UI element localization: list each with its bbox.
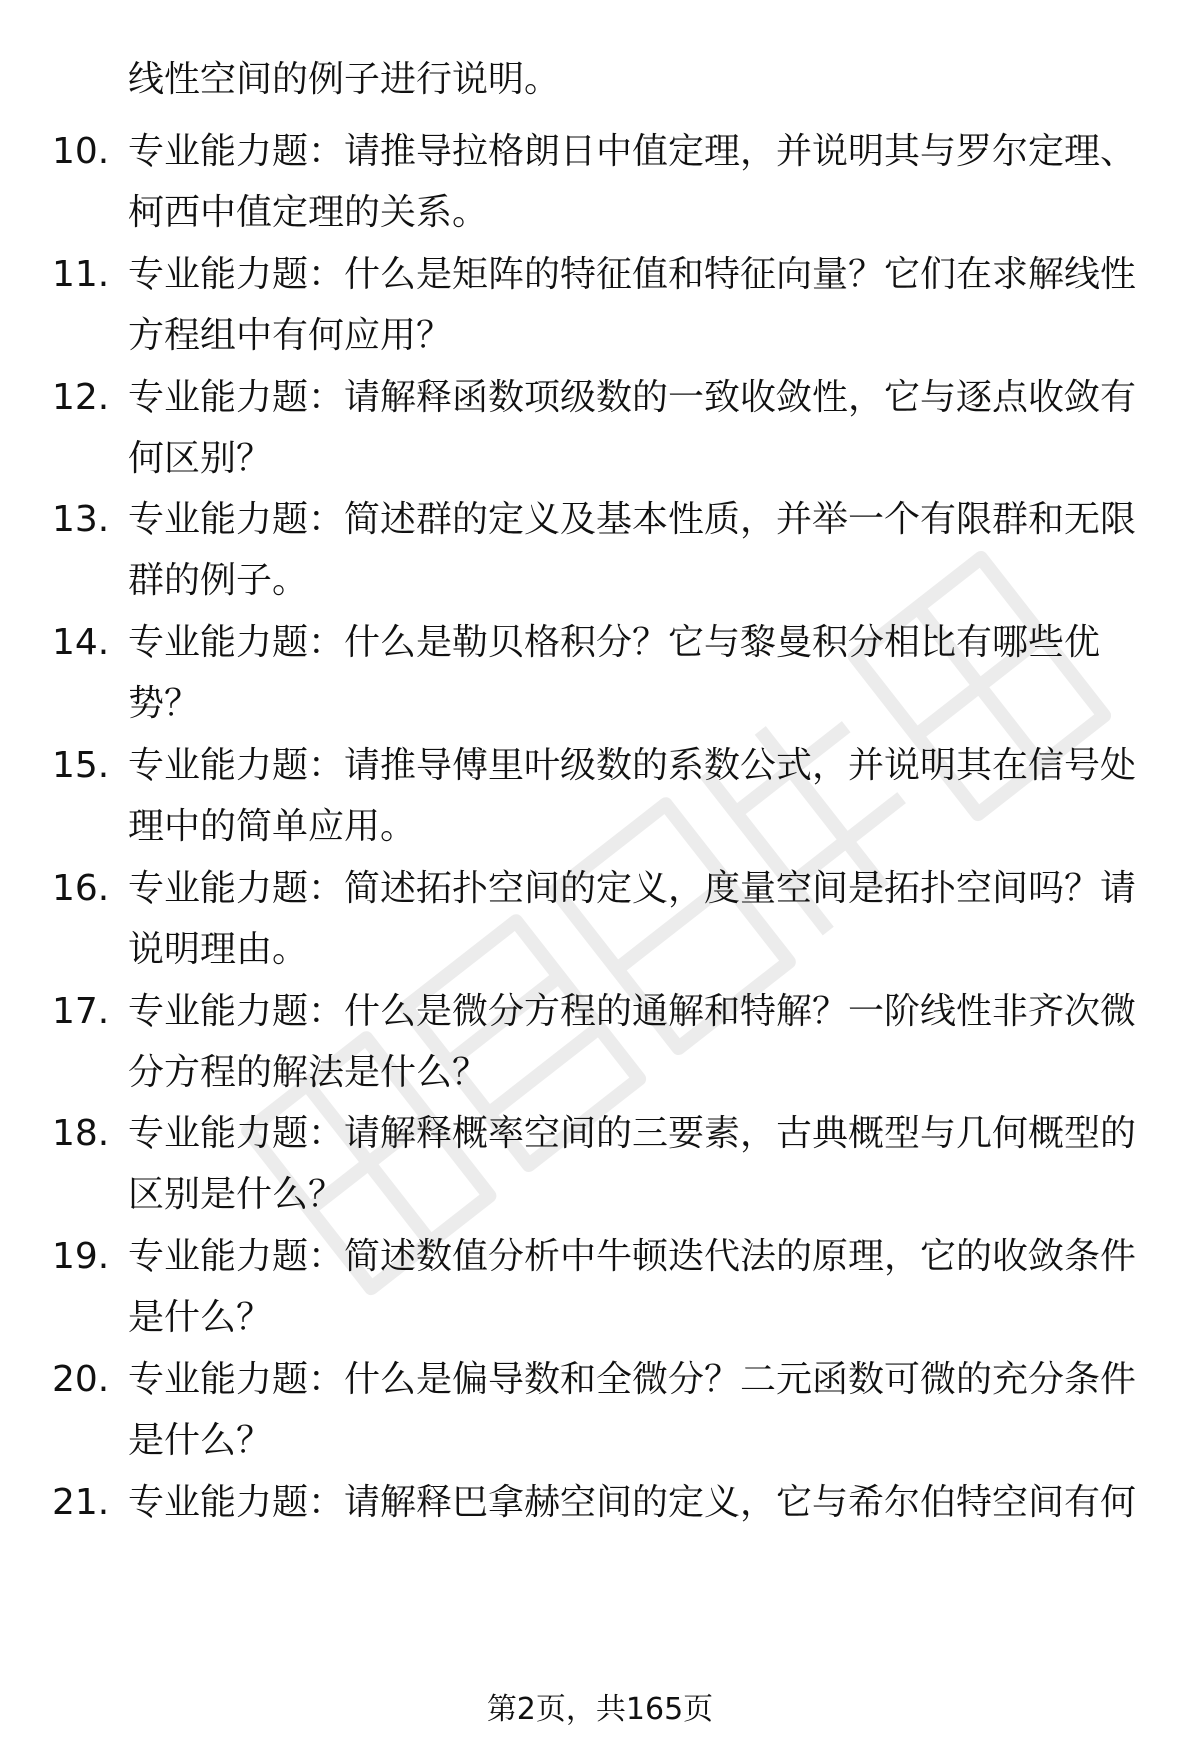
question-text-line1: 专业能力题：请解释概率空间的三要素，古典概型与几何概型的 — [128, 1113, 1137, 1154]
question-number: 12. — [52, 377, 110, 418]
question-text-line1: 专业能力题：请推导拉格朗日中值定理，并说明其与罗尔定理、 — [128, 131, 1137, 172]
question-text-line1: 专业能力题：简述群的定义及基本性质，并举一个有限群和无限 — [128, 499, 1137, 540]
question-text-line2: 理中的简单应用。 — [128, 806, 417, 847]
question-text-line1: 专业能力题：请推导傅里叶级数的系数公式，并说明其在信号处 — [128, 745, 1137, 786]
question-text-line1: 专业能力题：什么是偏导数和全微分？二元函数可微的充分条件 — [128, 1359, 1137, 1400]
question-text-line2: 柯西中值定理的关系。 — [128, 192, 489, 233]
question-text-line1: 专业能力题：什么是勒贝格积分？它与黎曼积分相比有哪些优 — [128, 622, 1101, 663]
question-text-line2: 分方程的解法是什么？ — [128, 1052, 489, 1093]
question-number: 18. — [52, 1113, 110, 1154]
question-text-line1: 专业能力题：什么是矩阵的特征值和特征向量？它们在求解线性 — [128, 254, 1137, 295]
question-number: 21. — [52, 1482, 110, 1523]
watermark — [187, 486, 1172, 1354]
continuation-line: 线性空间的例子进行说明。 — [128, 59, 561, 100]
question-number: 19. — [52, 1236, 110, 1277]
watermark-graphic — [187, 486, 1172, 1354]
question-text-line2: 方程组中有何应用？ — [128, 315, 453, 356]
question-number: 17. — [52, 991, 110, 1032]
question-text-line2: 是什么？ — [128, 1297, 273, 1338]
question-number: 15. — [52, 745, 110, 786]
page-footer: 第2页，共165页 — [486, 1692, 714, 1727]
question-number: 20. — [52, 1359, 110, 1400]
question-text-line1: 专业能力题：什么是微分方程的通解和特解？一阶线性非齐次微 — [128, 991, 1137, 1032]
question-text-line2: 何区别？ — [128, 438, 273, 479]
question-text-line2: 群的例子。 — [128, 560, 309, 601]
question-text-line2: 说明理由。 — [128, 929, 309, 970]
question-text-line2: 势？ — [128, 683, 201, 724]
question-text-line1: 专业能力题：请解释巴拿赫空间的定义，它与希尔伯特空间有何 — [128, 1482, 1137, 1523]
question-number: 10. — [52, 131, 110, 172]
question-number: 13. — [52, 499, 110, 540]
question-text-line1: 专业能力题：简述拓扑空间的定义，度量空间是拓扑空间吗？请 — [128, 868, 1137, 909]
question-number: 14. — [52, 622, 110, 663]
question-text-line1: 专业能力题：简述数值分析中牛顿迭代法的原理，它的收敛条件 — [128, 1236, 1137, 1277]
question-number: 16. — [52, 868, 110, 909]
question-text-line1: 专业能力题：请解释函数项级数的一致收敛性，它与逐点收敛有 — [128, 377, 1137, 418]
question-number: 11. — [52, 254, 110, 295]
question-text-line2: 是什么？ — [128, 1420, 273, 1461]
question-text-line2: 区别是什么？ — [128, 1174, 345, 1215]
